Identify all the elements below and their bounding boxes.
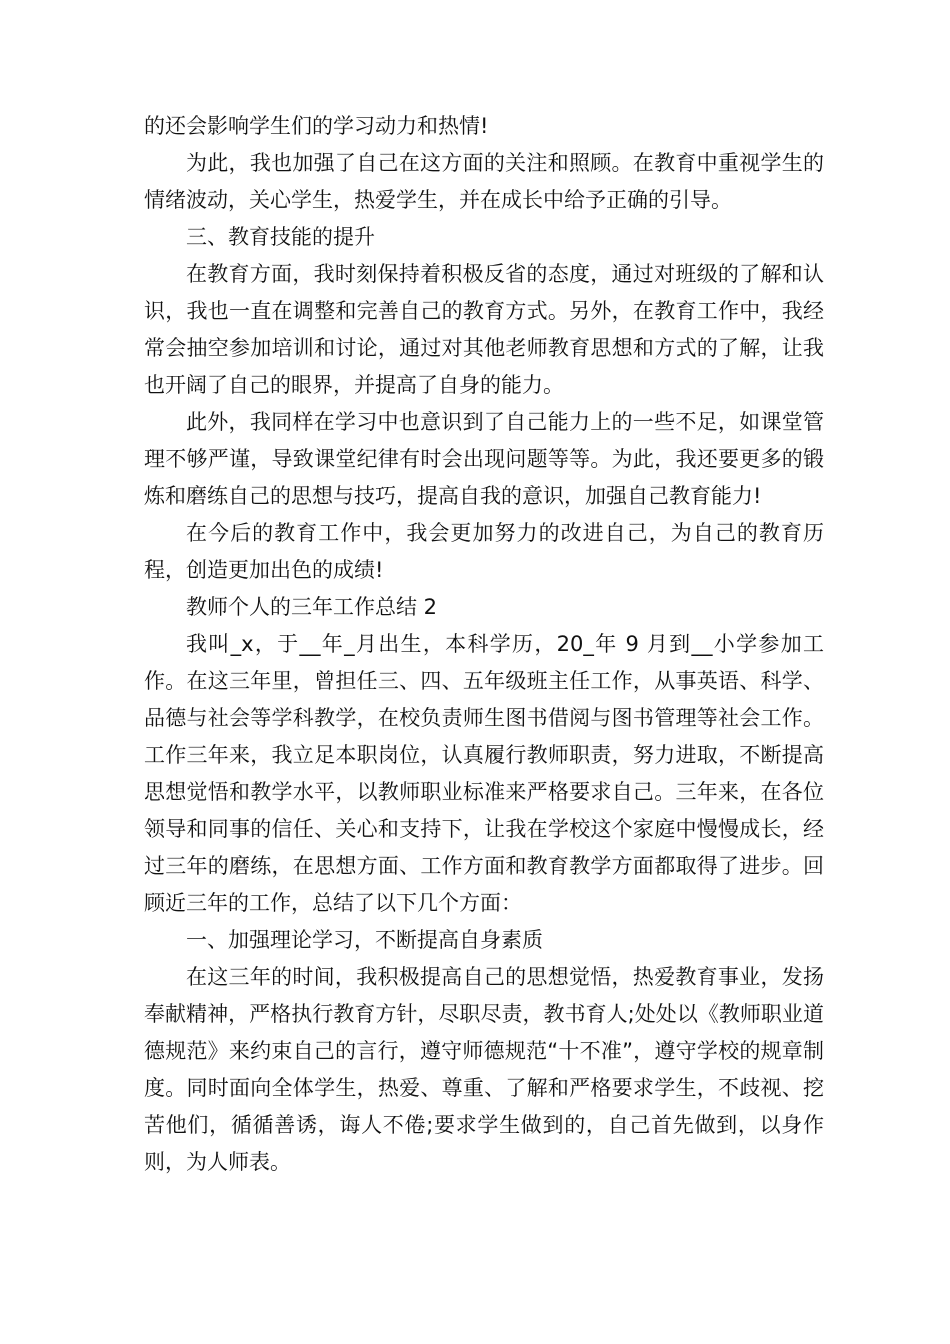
- paragraph: 在这三年的时间，我积极提高自己的思想觉悟，热爱教育事业，发扬奉献精神，严格执行教育方针，尽职尽责，教书育人;处处以《教师职业道德规范》来约束自己的言行，遵守师德规范“十不准”，遵守学校的规章制度。同时面向全体学生，热爱、尊重、了解和严格要求学生，不歧视、挖苦他们，循循善诱，诲人不倦;要求学生做到的，自己首先做到，以身作则，为人师表。: [144, 965, 824, 1174]
- paragraph: 此外，我同样在学习中也意识到了自己能力上的一些不足，如课堂管理不够严谨，导致课堂纪律有时会出现问题等等。为此，我还要更多的锻炼和磨练自己的思想与技巧，提高自我的意识，加强自己教育能力!: [144, 410, 824, 508]
- section-heading: 三、教育技能的提升: [186, 225, 375, 249]
- paragraph: 为此，我也加强了自己在这方面的关注和照顾。在教育中重视学生的情绪波动，关心学生，热爱学生，并在成长中给予正确的引导。: [144, 151, 824, 212]
- document-body: [144, 108, 824, 1181]
- document-title: 教师个人的三年工作总结 2: [186, 595, 438, 619]
- section-heading: 一、加强理论学习，不断提高自身素质: [186, 928, 543, 952]
- paragraph: 我叫_x，于__年_月出生，本科学历，20_年 9 月到__小学参加工作。在这三年里，曾担任三、四、五年级班主任工作，从事英语、科学、品德与社会等学科教学，在校负责师生图书借阅与图书管理等社会工作。工作三年来，我立足本职岗位，认真履行教师职责，努力进取，不断提高思想觉悟和教学水平，以教师职业标准来严格要求自己。三年来，在各位领导和同事的信任、关心和支持下，让我在学校这个家庭中慢慢成长，经过三年的磨练，在思想方面、工作方面和教育教学方面都取得了进步。回顾近三年的工作，总结了以下几个方面：: [144, 632, 824, 915]
- paragraph: 在今后的教育工作中，我会更加努力的改进自己，为自己的教育历程，创造更加出色的成绩!: [144, 521, 824, 582]
- paragraph: 的还会影响学生们的学习动力和热情!: [144, 114, 489, 138]
- paragraph: 在教育方面，我时刻保持着积极反省的态度，通过对班级的了解和认识，我也一直在调整和完善自己的教育方式。另外，在教育工作中，我经常会抽空参加培训和讨论，通过对其他老师教育思想和方式的了解，让我也开阔了自己的眼界，并提高了自身的能力。: [144, 262, 824, 397]
